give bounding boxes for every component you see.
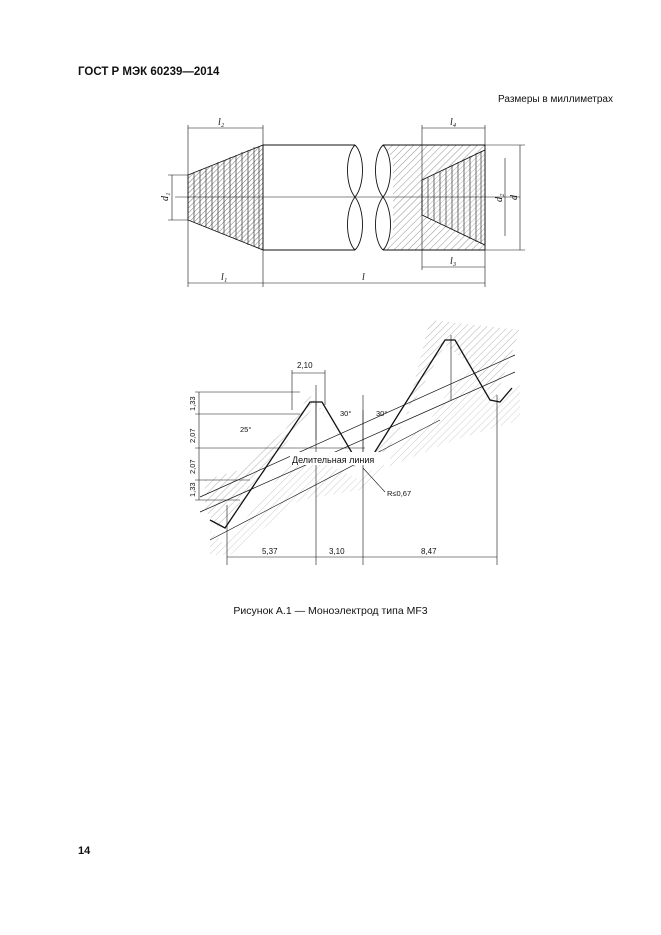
label-d1: d₁ [160,192,171,201]
label-d: d [509,195,520,200]
dim-left-4: 1,33 [188,482,197,497]
radius-label: R≤0,67 [387,489,412,498]
dim-bottom-1: 5,37 [262,547,278,556]
dim-left-2: 2,07 [188,428,197,443]
dim-left-1: 1,33 [188,396,197,411]
dim-left-3: 2,07 [188,459,197,474]
angle-mid: 30° [340,409,352,418]
page-number: 14 [78,845,91,857]
figure-caption: Рисунок А.1 — Моноэлектрод типа MF3 [233,605,428,617]
label-l4: l₄ [450,117,457,128]
document-header: ГОСТ Р МЭК 60239—2014 [78,66,220,78]
units-note: Размеры в миллиметрах [498,94,613,105]
label-l: l [362,272,365,283]
angle-left: 25° [240,425,252,434]
angle-right: 30° [376,409,388,418]
dim-bottom-2: 3,10 [329,547,345,556]
thread-profile-drawing [195,320,520,565]
dim-pitch-width: 2,10 [297,361,313,370]
label-l3: l₃ [450,256,457,267]
label-l2: l₂ [218,117,225,128]
dim-bottom-3: 8,47 [421,547,437,556]
label-d2: d₂ [494,193,505,202]
pitch-line-label: Делительная линия [292,455,375,465]
electrode-drawing [168,125,525,287]
label-l1: l₁ [221,272,228,283]
